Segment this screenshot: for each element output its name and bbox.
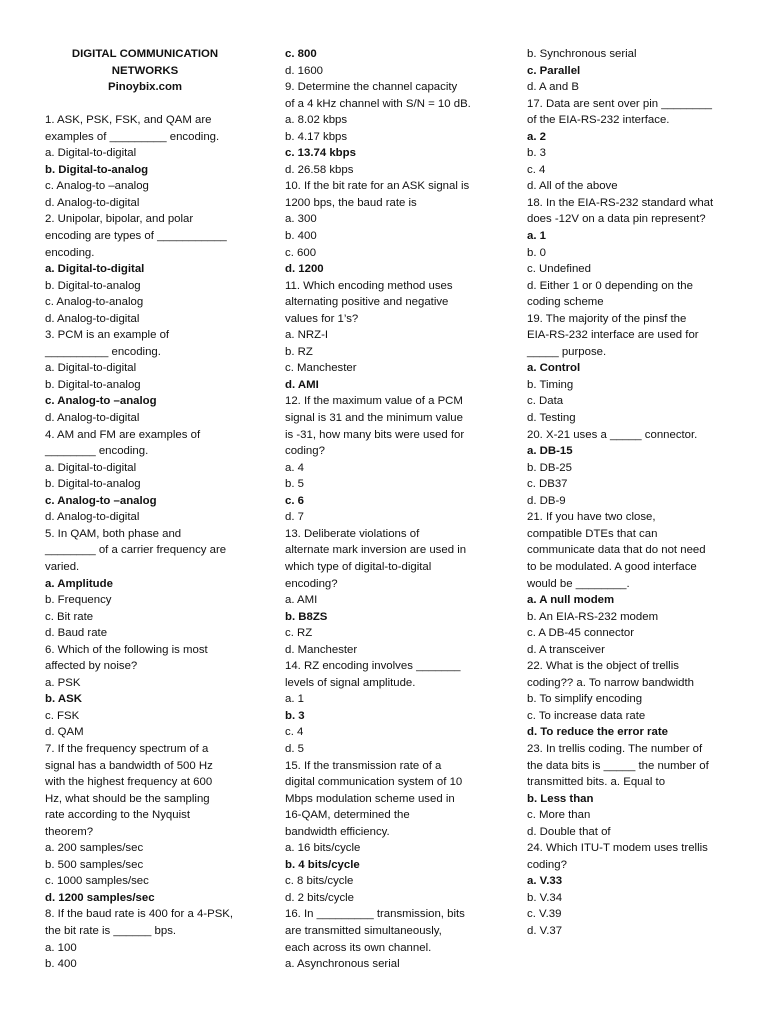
text-line: b. RZ	[285, 345, 313, 358]
answer-line: d. 1200 samples/sec	[45, 891, 155, 904]
text-line: b. 400	[45, 958, 77, 971]
text-line: c. 1000 samples/sec	[45, 875, 149, 888]
answer-line: b. Less than	[527, 792, 594, 805]
text-line: d. Analog-to-digital	[45, 511, 140, 524]
text-line: 2. Unipolar, bipolar, and polar	[45, 213, 194, 226]
text-line: a. 16 bits/cycle	[285, 842, 361, 855]
spacer	[45, 96, 245, 113]
doc-title-line-1: DIGITAL COMMUNICATION	[71, 48, 219, 60]
text-line: alternate mark inversion are used in	[285, 544, 467, 557]
text-line: 8. If the baud rate is 400 for a 4-PSK,	[45, 908, 234, 921]
text-line: b. 3	[527, 147, 546, 160]
text-line: d. 7	[285, 511, 304, 524]
text-line: a. 8.02 kbps	[285, 114, 348, 127]
text-line: c. Analog-to –analog	[45, 180, 149, 193]
text-line: 7. If the frequency spectrum of a	[45, 742, 209, 755]
text-line: 14. RZ encoding involves _______	[285, 660, 461, 673]
text-line: 1. ASK, PSK, FSK, and QAM are	[45, 114, 212, 127]
text-line: encoding.	[45, 246, 95, 259]
text-line: are transmitted simultaneously,	[285, 924, 442, 937]
answer-line: d. AMI	[285, 378, 319, 391]
text-line: d. 5	[285, 742, 304, 755]
text-line: c. 4	[527, 163, 546, 176]
text-line: b. To simplify encoding	[527, 693, 643, 706]
text-line: 16. In _________ transmission, bits	[285, 908, 465, 921]
text-line: EIA-RS-232 interface are used for	[527, 329, 699, 342]
answer-line: b. 4 bits/cycle	[285, 858, 360, 871]
doc-title-line-2: NETWORKS	[111, 64, 179, 77]
text-line: b. 400	[285, 230, 317, 243]
text-line: alternating positive and negative	[285, 296, 449, 309]
text-line: a. Asynchronous serial	[285, 958, 400, 971]
text-line: a. 200 samples/sec	[45, 842, 144, 855]
answer-line: b. Digital-to-analog	[45, 163, 149, 176]
text-line: communicate data that do not need	[527, 544, 706, 557]
text-line: c. Undefined	[527, 263, 591, 276]
text-line: compatible DTEs that can	[527, 527, 658, 540]
text-line: b. 5	[285, 478, 304, 491]
answer-line: a. DB-15	[527, 445, 573, 458]
text-line: d. Testing	[527, 412, 576, 425]
text-line: a. 4	[285, 461, 304, 474]
answer-line: c. Analog-to –analog	[45, 395, 157, 408]
answer-line: d. To reduce the error rate	[527, 726, 668, 739]
text-line: a. 100	[45, 941, 77, 954]
text-line: 23. In trellis coding. The number of	[527, 742, 703, 755]
text-line: 3. PCM is an example of	[45, 329, 170, 342]
text-line: signal is 31 and the minimum value	[285, 412, 463, 425]
text-line: d. All of the above	[527, 180, 618, 193]
text-line: 10. If the bit rate for an ASK signal is	[285, 180, 470, 193]
text-line: c. To increase data rate	[527, 709, 646, 722]
text-line: 21. If you have two close,	[527, 511, 656, 524]
column-3	[527, 46, 727, 940]
text-line: 18. In the EIA-RS-232 standard what	[527, 196, 714, 209]
answer-line: a. 2	[527, 130, 546, 143]
text-line: d. Analog-to-digital	[45, 312, 140, 325]
text-line: c. Analog-to-analog	[45, 296, 144, 309]
text-line: c. Manchester	[285, 362, 357, 375]
text-line: d. DB-9	[527, 494, 566, 507]
text-line: digital communication system of 10	[285, 776, 463, 789]
answer-line: d. 1200	[285, 263, 324, 276]
text-line: 24. Which ITU-T modem uses trellis	[527, 842, 708, 855]
text-line: which type of digital-to-digital	[285, 560, 432, 573]
text-line: 4. AM and FM are examples of	[45, 428, 201, 441]
text-line: encoding are types of ___________	[45, 230, 227, 243]
text-line: d. Manchester	[285, 643, 358, 656]
text-line: b. V.34	[527, 891, 563, 904]
answer-line: c. Analog-to –analog	[45, 494, 157, 507]
text-line: d. QAM	[45, 726, 84, 739]
answer-line: c. 6	[285, 494, 304, 507]
text-line: _____ purpose.	[527, 345, 607, 358]
text-line: c. More than	[527, 809, 591, 822]
text-line: theorem?	[45, 825, 94, 838]
doc-source: Pinoybix.com	[107, 81, 183, 94]
answer-line: b. B8ZS	[285, 610, 328, 623]
text-line: c. 4	[285, 726, 304, 739]
text-line: coding?	[285, 445, 325, 458]
text-line: would be ________.	[527, 577, 630, 590]
text-line: a. 300	[285, 213, 317, 226]
text-line: to be modulated. A good interface	[527, 560, 697, 573]
column-1	[45, 46, 245, 973]
text-line: affected by noise?	[45, 660, 138, 673]
text-line: a. Digital-to-digital	[45, 362, 137, 375]
column-3-body	[527, 46, 727, 940]
text-line: c. A DB-45 connector	[527, 627, 635, 640]
text-line: bandwidth efficiency.	[285, 825, 390, 838]
text-line: coding scheme	[527, 296, 604, 309]
text-line: b. DB-25	[527, 461, 572, 474]
text-line: d. Either 1 or 0 depending on the	[527, 279, 693, 292]
text-line: Mbps modulation scheme used in	[285, 792, 455, 805]
text-line: c. Bit rate	[45, 610, 94, 623]
text-line: a. Digital-to-digital	[45, 461, 137, 474]
text-line: 13. Deliberate violations of	[285, 527, 420, 540]
answer-line: b. ASK	[45, 693, 82, 706]
text-line: does -12V on a data pin represent?	[527, 213, 706, 226]
text-line: coding?	[527, 858, 567, 871]
text-line: each across its own channel.	[285, 941, 432, 954]
text-line: b. Digital-to-analog	[45, 478, 141, 491]
text-line: 15. If the transmission rate of a	[285, 759, 442, 772]
text-line: d. Double that of	[527, 825, 611, 838]
text-line: c. DB37	[527, 478, 568, 491]
text-line: b. Digital-to-analog	[45, 378, 141, 391]
answer-line: a. A null modem	[527, 594, 615, 607]
text-line: d. V.37	[527, 924, 563, 937]
text-line: a. NRZ-I	[285, 329, 329, 342]
text-line: d. 1600	[285, 64, 324, 77]
text-line: 22. What is the object of trellis	[527, 660, 679, 673]
text-line: c. V.39	[527, 908, 562, 921]
text-line: the data bits is _____ the number of	[527, 759, 709, 772]
answer-line: c. 13.74 kbps	[285, 147, 356, 160]
text-line: 12. If the maximum value of a PCM	[285, 395, 463, 408]
answer-line: a. Digital-to-digital	[45, 263, 145, 276]
text-line: d. 26.58 kbps	[285, 163, 354, 176]
answer-line: b. 3	[285, 709, 305, 722]
text-line: with the highest frequency at 600	[45, 776, 213, 789]
text-line: ________ of a carrier frequency are	[45, 544, 227, 557]
text-line: __________ encoding.	[45, 345, 161, 358]
text-line: c. 600	[285, 246, 317, 259]
answer-line: a. Amplitude	[45, 577, 113, 590]
column-2	[285, 46, 485, 973]
text-line: 19. The majority of the pinsf the	[527, 312, 687, 325]
text-line: 11. Which encoding method uses	[285, 279, 453, 292]
text-line: 9. Determine the channel capacity	[285, 81, 458, 94]
text-line: 6. Which of the following is most	[45, 643, 208, 656]
text-line: b. An EIA-RS-232 modem	[527, 610, 659, 623]
text-line: ________ encoding.	[45, 445, 149, 458]
text-line: c. FSK	[45, 709, 80, 722]
text-line: c. Data	[527, 395, 564, 408]
text-line: b. 500 samples/sec	[45, 858, 144, 871]
text-line: d. A and B	[527, 81, 579, 94]
text-line: the bit rate is ______ bps.	[45, 924, 177, 937]
text-line: b. Timing	[527, 378, 574, 391]
text-line: a. Digital-to-digital	[45, 147, 137, 160]
text-line: encoding?	[285, 577, 338, 590]
answer-line: a. Control	[527, 362, 581, 375]
text-line: 16-QAM, determined the	[285, 809, 410, 822]
text-line: b. Digital-to-analog	[45, 279, 141, 292]
text-line: d. 2 bits/cycle	[285, 891, 355, 904]
text-line: 5. In QAM, both phase and	[45, 527, 182, 540]
text-line: 20. X-21 uses a _____ connector.	[527, 428, 698, 441]
text-line: signal has a bandwidth of 500 Hz	[45, 759, 213, 772]
text-line: a. AMI	[285, 594, 318, 607]
answer-line: c. 800	[285, 48, 317, 60]
text-line: b. Frequency	[45, 594, 112, 607]
text-line: coding?? a. To narrow bandwidth	[527, 676, 694, 689]
text-line: d. Analog-to-digital	[45, 412, 140, 425]
text-line: d. Analog-to-digital	[45, 196, 140, 209]
text-line: of a 4 kHz channel with S/N = 10 dB.	[285, 97, 471, 110]
text-line: rate according to the Nyquist	[45, 809, 190, 822]
text-line: examples of _________ encoding.	[45, 130, 220, 143]
text-line: b. Synchronous serial	[527, 48, 637, 60]
text-line: 1200 bps, the baud rate is	[285, 196, 417, 209]
text-line: c. RZ	[285, 627, 313, 640]
text-line: c. 8 bits/cycle	[285, 875, 354, 888]
text-line: d. Baud rate	[45, 627, 108, 640]
answer-line: a. V.33	[527, 875, 563, 888]
text-line: varied.	[45, 560, 80, 573]
text-line: d. A transceiver	[527, 643, 605, 656]
answer-line: a. 1	[527, 230, 546, 243]
text-line: of the EIA-RS-232 interface.	[527, 114, 670, 127]
text-line: is -31, how many bits were used for	[285, 428, 465, 441]
text-line: levels of signal amplitude.	[285, 676, 416, 689]
column-1-body	[45, 112, 245, 972]
answer-line: c. Parallel	[527, 64, 581, 77]
text-line: 17. Data are sent over pin ________	[527, 97, 712, 110]
text-line: transmitted bits. a. Equal to	[527, 776, 666, 789]
text-line: b. 0	[527, 246, 546, 259]
text-line: values for 1’s?	[285, 312, 359, 325]
text-line: b. 4.17 kbps	[285, 130, 348, 143]
column-2-body	[285, 46, 485, 973]
text-line: a. PSK	[45, 676, 81, 689]
text-line: a. 1	[285, 693, 304, 706]
text-line: Hz, what should be the sampling	[45, 792, 210, 805]
